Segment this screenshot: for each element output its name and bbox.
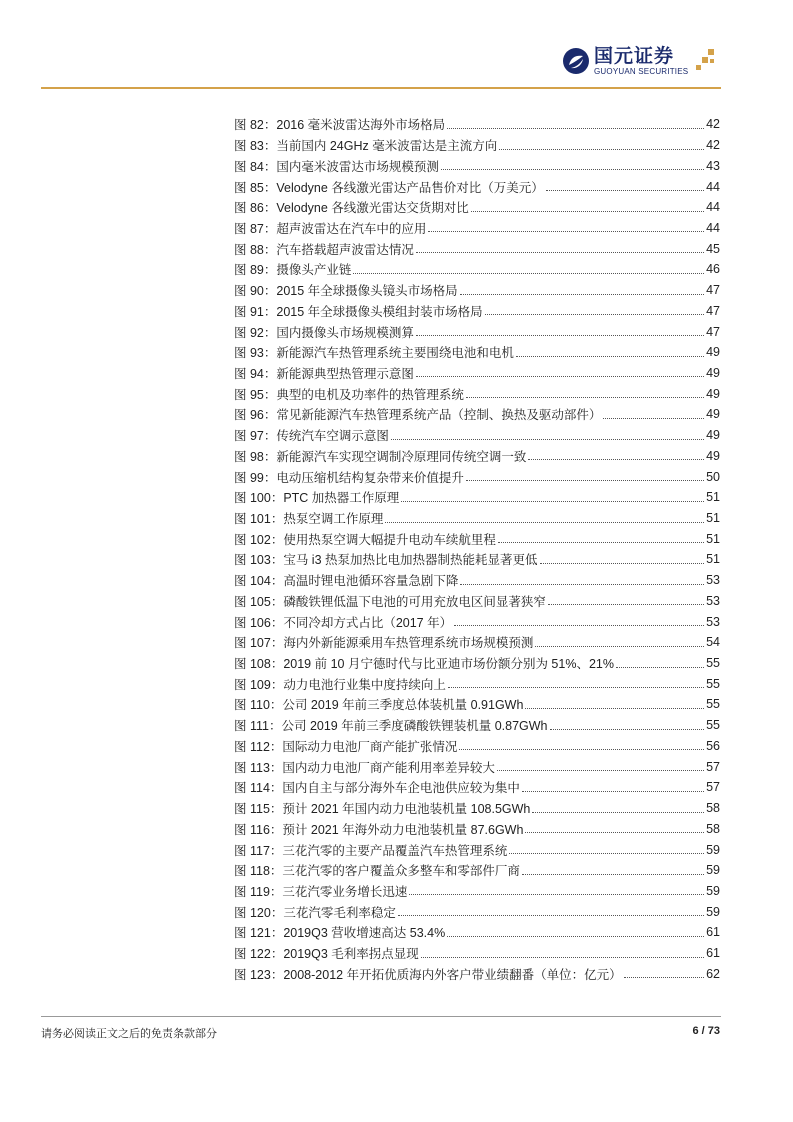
toc-leader-dots [497,770,704,771]
toc-leader-dots [546,190,704,191]
toc-entry-label: 图 109：动力电池行业集中度持续向上 [234,677,446,692]
toc-entry[interactable] [234,591,720,612]
toc-entry-label: 图 110：公司 2019 年前三季度总体装机量 0.91GWh [234,698,524,713]
toc-leader-dots [466,397,704,398]
toc-leader-dots [499,149,704,150]
toc-entry-label: 图 96：常见新能源汽车热管理系统产品（控制、换热及驱动部件） [234,408,602,423]
toc-entry[interactable] [234,487,720,508]
toc-leader-dots [460,294,704,295]
toc-leader-dots [353,273,704,274]
toc-entry-page: 55 [706,697,720,712]
toc-entry-label: 图 103：宝马 i3 热泵加热比电加热器制热能耗显著更低 [234,553,538,568]
toc-entry-page: 58 [706,801,720,816]
toc-entry-page: 44 [706,179,720,194]
toc-entry-label: 图 95：典型的电机及功率件的热管理系统 [234,387,464,402]
toc-entry[interactable] [234,777,720,798]
toc-leader-dots [447,936,704,937]
toc-entry-label: 图 111：公司 2019 年前三季度磷酸铁锂装机量 0.87GWh [234,719,548,734]
toc-entry-label: 图 123：2008-2012 年开拓优质海内外客户带业绩翻番（单位：亿元） [234,967,622,982]
toc-entry-page: 49 [706,407,720,422]
toc-entry-page: 53 [706,593,720,608]
toc-leader-dots [616,667,704,668]
toc-entry-page: 53 [706,614,720,629]
toc-entry[interactable] [234,155,720,176]
toc-entry-label: 图 113：国内动力电池厂商产能利用率差异较大 [234,760,495,775]
toc-entry-page: 47 [706,283,720,298]
page-header [0,0,793,90]
header-divider [41,87,721,89]
toc-entry[interactable] [234,839,720,860]
toc-entry-page: 62 [706,966,720,981]
toc-leader-dots [454,625,704,626]
toc-entry-label: 图 116：预计 2021 年海外动力电池装机量 87.6GWh [234,822,524,837]
toc-entry[interactable] [234,342,720,363]
toc-entry-label: 图 88：汽车搭载超声波雷达情况 [234,242,414,257]
toc-entry[interactable] [234,549,720,570]
toc-entry-page: 55 [706,718,720,733]
toc-entry[interactable] [234,508,720,529]
toc-entry[interactable] [234,259,720,280]
toc-leader-dots [401,501,704,502]
toc-entry-page: 49 [706,428,720,443]
figure-list [234,114,720,984]
toc-entry[interactable] [234,135,720,156]
toc-entry[interactable] [234,653,720,674]
toc-entry-label: 图 89：摄像头产业链 [234,263,352,278]
toc-entry-label: 图 90：2015 年全球摄像头镜头市场格局 [234,284,458,299]
toc-entry-page: 42 [706,138,720,153]
toc-entry[interactable] [234,694,720,715]
toc-leader-dots [471,211,704,212]
toc-entry[interactable] [234,363,720,384]
toc-entry[interactable] [234,238,720,259]
toc-entry-page: 47 [706,303,720,318]
toc-leader-dots [550,729,705,730]
toc-entry-page: 49 [706,345,720,360]
toc-entry[interactable] [234,280,720,301]
toc-entry-label: 图 93：新能源汽车热管理系统主要围绕电池和电机 [234,346,514,361]
toc-entry[interactable] [234,176,720,197]
toc-entry[interactable] [234,425,720,446]
toc-entry-label: 图 101：热泵空调工作原理 [234,512,384,527]
toc-leader-dots [624,977,705,978]
toc-leader-dots [509,853,704,854]
toc-entry-page: 47 [706,324,720,339]
toc-entry-label: 图 114：国内自主与部分海外车企电池供应较为集中 [234,781,520,796]
toc-entry-label: 图 112：国际动力电池厂商产能扩张情况 [234,739,458,754]
toc-entry-page: 49 [706,448,720,463]
toc-entry[interactable] [234,922,720,943]
toc-leader-dots [525,708,704,709]
toc-entry-page: 42 [706,117,720,132]
toc-entry-page: 56 [706,738,720,753]
toc-entry-label: 图 100：PTC 加热器工作原理 [234,491,400,506]
toc-entry-page: 49 [706,386,720,401]
toc-leader-dots [416,252,704,253]
toc-entry[interactable] [234,570,720,591]
toc-entry[interactable] [234,798,720,819]
toc-leader-dots [532,812,704,813]
toc-entry[interactable] [234,611,720,632]
toc-entry[interactable] [234,756,720,777]
toc-entry-page: 59 [706,863,720,878]
toc-entry-label: 图 98：新能源汽车实现空调制冷原理同传统空调一致 [234,449,527,464]
toc-leader-dots [416,376,704,377]
toc-leader-dots [459,749,704,750]
toc-entry[interactable] [234,528,720,549]
guoyuan-logo-icon [562,47,590,75]
toc-entry-label: 图 121：2019Q3 营收增速高达 53.4% [234,926,446,941]
toc-entry-page: 51 [706,490,720,505]
toc-entry-page: 44 [706,200,720,215]
toc-entry[interactable] [234,197,720,218]
toc-entry[interactable] [234,466,720,487]
toc-entry-label: 图 108：2019 前 10 月宁德时代与比亚迪市场份额分别为 51%、21% [234,657,614,672]
toc-entry[interactable] [234,901,720,922]
toc-leader-dots [603,418,704,419]
toc-entry-label: 图 105：磷酸铁锂低温下电池的可用充放电区间显著狭窄 [234,594,546,609]
logo-chinese-name: 国元证券 [594,45,675,67]
toc-leader-dots [416,335,704,336]
toc-leader-dots [428,231,704,232]
toc-entry-label: 图 97：传统汽车空调示意图 [234,429,389,444]
toc-entry-label: 图 83：当前国内 24GHz 毫米波雷达是主流方向 [234,139,498,154]
toc-entry-page: 53 [706,573,720,588]
toc-entry[interactable] [234,114,720,135]
toc-entry-page: 55 [706,656,720,671]
toc-entry-label: 图 117：三花汽零的主要产品覆盖汽车热管理系统 [234,843,508,858]
toc-entry-page: 61 [706,925,720,940]
toc-entry[interactable] [234,673,720,694]
toc-entry-label: 图 85：Velodyne 各线激光雷达产品售价对比（万美元） [234,180,544,195]
toc-entry[interactable] [234,321,720,342]
toc-entry-label: 图 104：高温时锂电池循环容量急剧下降 [234,574,459,589]
toc-leader-dots [466,480,704,481]
toc-entry-label: 图 92：国内摄像头市场规模测算 [234,325,414,340]
toc-leader-dots [540,563,705,564]
toc-entry[interactable] [234,218,720,239]
logo-dots-decoration-icon [694,47,718,75]
toc-leader-dots [391,439,704,440]
toc-entry-page: 54 [706,635,720,650]
toc-entry[interactable] [234,881,720,902]
toc-entry-label: 图 87：超声波雷达在汽车中的应用 [234,221,427,236]
toc-entry-page: 50 [706,469,720,484]
toc-entry[interactable] [234,736,720,757]
toc-entry[interactable] [234,818,720,839]
toc-entry[interactable] [234,632,720,653]
toc-leader-dots [535,646,704,647]
toc-entry[interactable] [234,860,720,881]
toc-entry-page: 61 [706,946,720,961]
toc-entry-label: 图 122：2019Q3 毛利率拐点显现 [234,947,419,962]
toc-entry-label: 图 118：三花汽零的客户覆盖众多整车和零部件厂商 [234,864,520,879]
toc-entry-page: 43 [706,158,720,173]
footer-divider [41,1016,721,1017]
toc-entry-page: 51 [706,511,720,526]
toc-entry-page: 49 [706,365,720,380]
toc-entry-page: 58 [706,821,720,836]
toc-entry-page: 55 [706,676,720,691]
toc-entry-label: 图 82：2016 毫米波雷达海外市场格局 [234,118,446,133]
toc-entry-page: 51 [706,552,720,567]
toc-entry-page: 51 [706,531,720,546]
toc-entry-label: 图 94：新能源典型热管理示意图 [234,366,414,381]
toc-entry-label: 图 102：使用热泵空调大幅提升电动车续航里程 [234,532,496,547]
toc-entry-page: 59 [706,883,720,898]
toc-leader-dots [528,459,704,460]
toc-entry-label: 图 99：电动压缩机结构复杂带来价值提升 [234,470,464,485]
toc-entry[interactable] [234,300,720,321]
toc-entry-label: 图 119：三花汽零业务增长迅速 [234,884,408,899]
toc-entry-page: 45 [706,241,720,256]
toc-entry-label: 图 86：Velodyne 各线激光雷达交货期对比 [234,201,469,216]
toc-leader-dots [516,356,704,357]
toc-entry-label: 图 84：国内毫米波雷达市场规模预测 [234,159,439,174]
toc-leader-dots [522,791,704,792]
toc-entry[interactable] [234,963,720,984]
toc-leader-dots [498,542,704,543]
toc-leader-dots [548,604,704,605]
toc-leader-dots [441,169,704,170]
toc-leader-dots [421,957,704,958]
company-logo [562,44,718,78]
toc-entry-label: 图 107：海内外新能源乘用车热管理系统市场规模预测 [234,636,534,651]
toc-leader-dots [398,915,704,916]
toc-entry[interactable] [234,715,720,736]
toc-entry-page: 57 [706,759,720,774]
toc-entry-label: 图 91：2015 年全球摄像头模组封装市场格局 [234,304,483,319]
toc-leader-dots [485,314,704,315]
toc-entry[interactable] [234,383,720,404]
page-number: 6 / 73 [692,1025,720,1037]
toc-leader-dots [448,687,704,688]
toc-entry-page: 44 [706,220,720,235]
toc-entry[interactable] [234,446,720,467]
toc-leader-dots [460,584,704,585]
toc-entry[interactable] [234,404,720,425]
toc-leader-dots [447,128,704,129]
toc-entry-page: 57 [706,780,720,795]
toc-entry-page: 59 [706,842,720,857]
toc-leader-dots [522,874,704,875]
toc-entry-page: 46 [706,262,720,277]
logo-english-name: GUOYUAN SECURITIES [594,66,689,76]
toc-entry-label: 图 120：三花汽零毛利率稳定 [234,905,396,920]
toc-leader-dots [385,522,704,523]
toc-entry-label: 图 115：预计 2021 年国内动力电池装机量 108.5GWh [234,802,531,817]
footer-disclaimer: 请务必阅读正文之后的免责条款部分 [41,1028,217,1040]
toc-entry[interactable] [234,943,720,964]
toc-leader-dots [525,832,704,833]
toc-entry-label: 图 106：不同冷却方式占比（2017 年） [234,615,453,630]
toc-entry-page: 59 [706,904,720,919]
toc-leader-dots [409,894,704,895]
